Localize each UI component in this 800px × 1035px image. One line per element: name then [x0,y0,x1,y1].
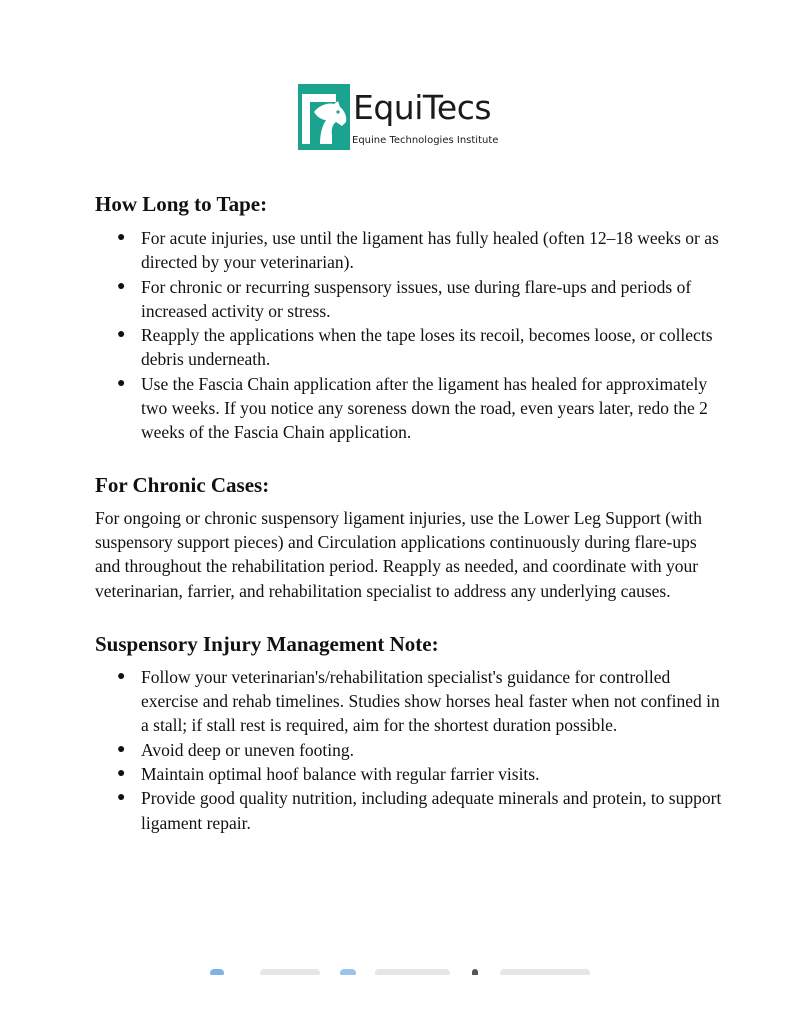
bullet-icon: ● [117,741,126,757]
logo-name: EquiTecs [353,88,492,127]
list-item: ● For chronic or recurring suspensory issues, use during flare-ups and periods of increased activity or stress. [117,276,692,321]
bullet-icon: ● [117,230,126,245]
bullet-icon: ● [117,766,126,782]
footer-text-fragment [260,969,320,975]
horse-head-icon [298,84,350,150]
globe-icon [210,969,224,975]
bullet-icon: ● [117,668,126,684]
section-heading-management-note: Suspensory Injury Management Note: [95,631,439,656]
tape-list [95,226,725,445]
footer-contacts [200,967,600,975]
list-item: ● Provide good quality nutrition, including adequate minerals and protein, to support ligament repair. [117,788,722,833]
list-item: ● Maintain optimal hoof balance with regular farrier visits. [95,762,725,786]
list-item: ● For acute injuries, use until the ligament has fully healed (often 12–18 weeks or as directed by your veterinarian). [117,228,719,273]
bullet-icon: ● [117,375,126,391]
bullet-icon: ● [117,327,126,343]
phone-icon [472,969,478,975]
section-heading-chronic-cases: For Chronic Cases: [95,472,270,497]
bullet-icon: ● [117,790,126,806]
logo [298,84,518,152]
list-item: ● Reapply the applications when the tape loses its recoil, becomes loose, or collects debris underneath. [117,325,713,370]
logo-subtitle: Equine Technologies Institute [352,135,499,146]
section-heading-how-long-to-tape: How Long to Tape: [95,192,268,216]
list-item: ● Avoid deep or uneven footing. [95,738,725,762]
footer-text-fragment [500,969,590,975]
bullet-icon: ● [117,278,126,294]
email-icon [340,969,356,975]
chronic-paragraph: For ongoing or chronic suspensory ligament injuries, use the Lower Leg Support (with suspensory support pieces) and Circulation applications continuously during flare-ups and throughout the rehabilitation period. Reapply as needed, and coordinate with your veterinarian, farrier, and rehabilitation specialist to address any underlying causes. [95,507,703,601]
footer-text-fragment [375,969,450,975]
management-list [95,665,725,835]
list-item: ● Follow your veterinarian's/rehabilitation specialist's guidance for controlled exercise and rehab timelines. Studies show horses heal faster when not confined in a stall; if stall rest is required, aim for the shortest duration possible. [117,666,720,736]
list-item: ● Use the Fascia Chain application after the ligament has healed for approximately two weeks. If you notice any soreness down the road, even years later, redo the 2 weeks of the Fascia Chain application. [117,373,708,443]
document-body [95,189,725,835]
